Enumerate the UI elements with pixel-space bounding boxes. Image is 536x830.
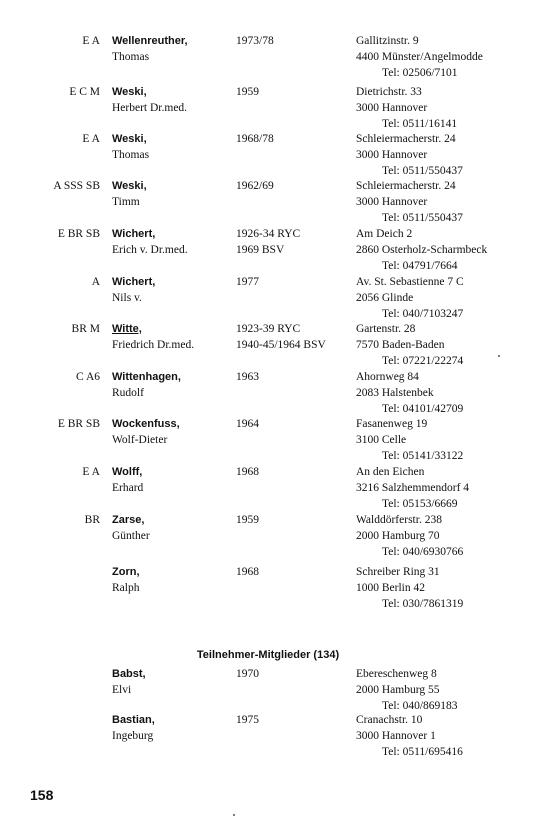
last-name: Wockenfuss, — [112, 418, 180, 430]
membership-codes: E A — [82, 466, 100, 478]
year-line: 1923-39 RYC — [236, 323, 301, 335]
telephone: Tel: 02506/7101 — [382, 67, 458, 79]
city: 3000 Hannover — [356, 196, 428, 208]
telephone: Tel: 040/7103247 — [382, 308, 464, 320]
city: 1000 Berlin 42 — [356, 582, 425, 594]
last-name: Babst, — [112, 668, 146, 680]
membership-years — [236, 84, 259, 100]
telephone: Tel: 0511/550437 — [382, 212, 463, 224]
first-name: Timm — [112, 196, 140, 208]
member-name — [112, 666, 146, 698]
street: Ahornweg 84 — [356, 371, 419, 383]
telephone: Tel: 05153/6669 — [382, 498, 458, 510]
section-title: Teilnehmer-Mitglieder (134) — [196, 649, 340, 661]
address — [356, 464, 469, 512]
membership-years — [236, 226, 300, 258]
member-name — [112, 84, 187, 116]
last-name: Weski, — [112, 86, 147, 98]
last-name: Zorn, — [112, 566, 140, 578]
member-name — [112, 226, 188, 258]
street: Schleiermacherstr. 24 — [356, 180, 456, 192]
address — [356, 178, 463, 226]
address — [356, 33, 483, 81]
telephone: Tel: 040/869183 — [382, 700, 458, 712]
year-line: 1959 — [236, 514, 259, 526]
address — [356, 131, 463, 179]
member-name — [112, 178, 147, 210]
telephone: Tel: 04101/42709 — [382, 403, 464, 415]
membership-years — [236, 321, 326, 353]
city: 4400 Münster/Angelmodde — [356, 51, 483, 63]
membership-codes: E A — [82, 35, 100, 47]
street: Ebereschenweg 8 — [356, 668, 437, 680]
membership-codes: E BR SB — [57, 228, 100, 240]
city: 2083 Halstenbek — [356, 387, 434, 399]
membership-codes: BR — [84, 514, 100, 526]
membership-years — [236, 369, 259, 385]
membership-codes: A — [91, 276, 100, 288]
first-name: Wolf-Dieter — [112, 434, 168, 446]
telephone: Tel: 030/7861319 — [382, 598, 464, 610]
member-name — [112, 369, 181, 401]
year-line: 1968 — [236, 566, 259, 578]
street: Cranachstr. 10 — [356, 714, 423, 726]
city: 2000 Hamburg 55 — [356, 684, 440, 696]
membership-years — [236, 666, 259, 682]
last-name: Wichert, — [112, 228, 156, 240]
telephone: Tel: 07221/22274 — [382, 355, 464, 367]
member-name — [112, 131, 149, 163]
first-name: Herbert Dr.med. — [112, 102, 188, 114]
year-line: 1968 — [236, 466, 259, 478]
address — [356, 512, 463, 560]
telephone: Tel: 04791/7664 — [382, 260, 458, 272]
membership-years — [236, 416, 259, 432]
first-name: Thomas — [112, 51, 150, 63]
telephone: Tel: 05141/33122 — [382, 450, 464, 462]
member-name — [112, 321, 194, 353]
last-name: Wellenreuther, — [112, 35, 188, 47]
address — [356, 369, 463, 417]
first-name: Nils v. — [112, 292, 142, 304]
last-name: Weski, — [112, 180, 147, 192]
member-name — [112, 564, 140, 596]
year-line: 1963 — [236, 371, 259, 383]
member-name — [112, 512, 150, 544]
member-name — [112, 274, 155, 306]
membership-years — [236, 178, 274, 194]
address — [356, 712, 463, 760]
street: Schreiber Ring 31 — [356, 566, 440, 578]
first-name: Erich v. Dr.med. — [112, 244, 188, 256]
address — [356, 274, 464, 322]
year-line: 1970 — [236, 668, 259, 680]
address — [356, 321, 463, 369]
last-name: Witte, — [112, 323, 142, 335]
street: Gallitzinstr. 9 — [356, 35, 419, 47]
year-line: 1969 BSV — [236, 244, 285, 256]
address — [356, 84, 457, 132]
year-line: 1940-45/1964 BSV — [236, 339, 326, 351]
year-line: 1962/69 — [236, 180, 274, 192]
telephone: Tel: 040/6930766 — [382, 546, 464, 558]
membership-codes: E BR SB — [57, 418, 100, 430]
city: 3000 Hannover — [356, 149, 428, 161]
membership-years — [236, 131, 274, 147]
membership-years — [236, 274, 259, 290]
member-name — [112, 712, 155, 744]
city: 2860 Osterholz-Scharmbeck — [356, 244, 488, 256]
last-name: Wichert, — [112, 276, 156, 288]
membership-codes: E A — [82, 133, 100, 145]
first-name: Elvi — [112, 684, 132, 696]
membership-codes: A SSS SB — [53, 180, 100, 192]
year-line: 1968/78 — [236, 133, 274, 145]
last-name: Weski, — [112, 133, 147, 145]
membership-years — [236, 512, 259, 528]
first-name: Günther — [112, 530, 150, 542]
membership-codes: C A6 — [76, 371, 100, 383]
member-name — [112, 33, 188, 65]
membership-codes: BR M — [71, 323, 100, 335]
address — [356, 564, 463, 612]
first-name: Erhard — [112, 482, 144, 494]
city: 3000 Hannover — [356, 102, 428, 114]
page-number: 158 — [30, 787, 54, 803]
city: 2056 Glinde — [356, 292, 414, 304]
membership-years — [236, 33, 274, 49]
year-line: 1964 — [236, 418, 259, 430]
address — [356, 666, 458, 714]
last-name: Bastian, — [112, 714, 155, 726]
telephone: Tel: 0511/695416 — [382, 746, 463, 758]
year-line: 1975 — [236, 714, 259, 726]
street: An den Eichen — [356, 466, 425, 478]
member-name — [112, 416, 180, 448]
year-line: 1977 — [236, 276, 259, 288]
city: 2000 Hamburg 70 — [356, 530, 440, 542]
address — [356, 226, 487, 274]
city: 3000 Hannover 1 — [356, 730, 436, 742]
city: 3100 Celle — [356, 434, 407, 446]
first-name: Ralph — [112, 582, 140, 594]
street: Dietrichstr. 33 — [356, 86, 422, 98]
first-name: Friedrich Dr.med. — [112, 339, 195, 351]
first-name: Thomas — [112, 149, 150, 161]
scan-speck — [233, 814, 235, 816]
telephone: Tel: 0511/16141 — [382, 118, 458, 130]
city: 7570 Baden-Baden — [356, 339, 445, 351]
address — [356, 416, 463, 464]
street: Schleiermacherstr. 24 — [356, 133, 456, 145]
scan-speck — [498, 355, 500, 357]
year-line: 1926-34 RYC — [236, 228, 301, 240]
membership-years — [236, 464, 259, 480]
membership-codes: E C M — [69, 86, 100, 98]
street: Av. St. Sebastienne 7 C — [356, 276, 464, 288]
membership-years — [236, 712, 259, 728]
street: Gartenstr. 28 — [356, 323, 416, 335]
street: Am Deich 2 — [356, 228, 413, 240]
membership-years — [236, 564, 259, 580]
last-name: Zarse, — [112, 514, 145, 526]
street: Fasanenweg 19 — [356, 418, 428, 430]
last-name: Wolff, — [112, 466, 143, 478]
street: Walddörferstr. 238 — [356, 514, 442, 526]
last-name: Wittenhagen, — [112, 371, 181, 383]
member-name — [112, 464, 143, 496]
telephone: Tel: 0511/550437 — [382, 165, 463, 177]
year-line: 1973/78 — [236, 35, 274, 47]
year-line: 1959 — [236, 86, 259, 98]
first-name: Rudolf — [112, 387, 144, 399]
city: 3216 Salzhemmendorf 4 — [356, 482, 470, 494]
first-name: Ingeburg — [112, 730, 154, 742]
